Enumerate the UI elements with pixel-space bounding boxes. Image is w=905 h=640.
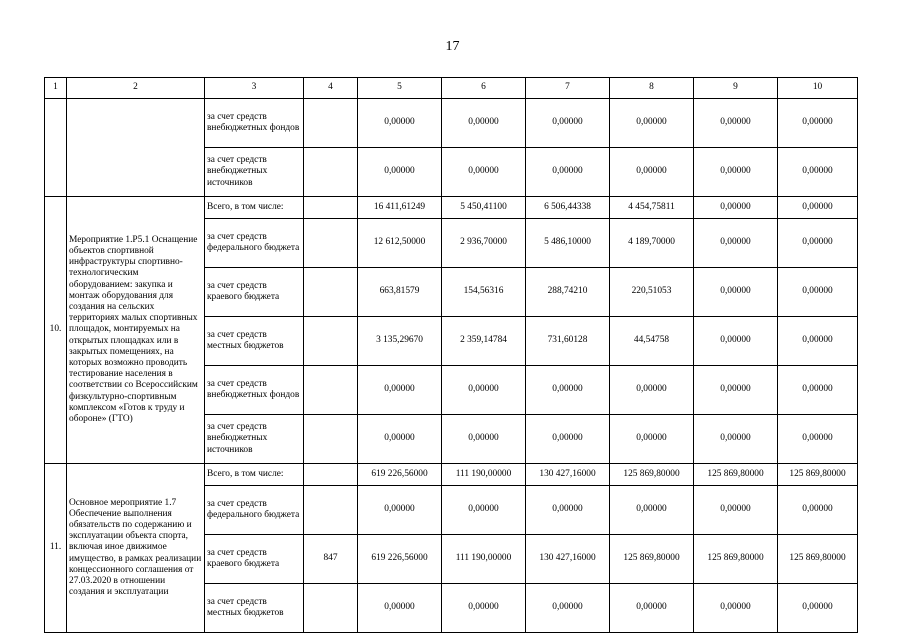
value-cell: 111 190,00000 bbox=[442, 535, 526, 584]
cell-col4 bbox=[304, 584, 358, 633]
value-cell: 125 869,80000 bbox=[694, 535, 778, 584]
value-cell: 0,00000 bbox=[358, 148, 442, 197]
value-cell: 0,00000 bbox=[526, 584, 610, 633]
funding-source: за счет средств внебюджетных фондов bbox=[205, 99, 304, 148]
value-cell: 125 869,80000 bbox=[778, 464, 858, 486]
value-cell: 5 450,41100 bbox=[442, 197, 526, 219]
value-cell: 5 486,10000 bbox=[526, 219, 610, 268]
header-row bbox=[45, 78, 858, 99]
funding-source: за счет средств внебюджетных фондов bbox=[205, 366, 304, 415]
cell-col4 bbox=[304, 268, 358, 317]
table-row bbox=[45, 99, 858, 148]
value-cell: 0,00000 bbox=[778, 268, 858, 317]
value-cell: 16 411,61249 bbox=[358, 197, 442, 219]
value-cell: 0,00000 bbox=[778, 197, 858, 219]
value-cell: 0,00000 bbox=[694, 197, 778, 219]
item-number: 11. bbox=[45, 464, 67, 633]
cell-col4 bbox=[304, 464, 358, 486]
value-cell: 619 226,56000 bbox=[358, 535, 442, 584]
value-cell: 0,00000 bbox=[610, 486, 694, 535]
value-cell: 6 506,44338 bbox=[526, 197, 610, 219]
value-cell: 731,60128 bbox=[526, 317, 610, 366]
table-row bbox=[45, 197, 858, 219]
value-cell: 0,00000 bbox=[442, 366, 526, 415]
column-header: 9 bbox=[694, 78, 778, 99]
value-cell: 125 869,80000 bbox=[610, 535, 694, 584]
table-row bbox=[45, 464, 858, 486]
value-cell: 0,00000 bbox=[442, 415, 526, 464]
value-cell: 3 135,29670 bbox=[358, 317, 442, 366]
funding-source: за счет средств местных бюджетов bbox=[205, 584, 304, 633]
value-cell: 44,54758 bbox=[610, 317, 694, 366]
value-cell: 0,00000 bbox=[694, 99, 778, 148]
value-cell: 0,00000 bbox=[442, 584, 526, 633]
value-cell: 0,00000 bbox=[610, 99, 694, 148]
page-number: 17 bbox=[445, 39, 460, 54]
value-cell: 0,00000 bbox=[778, 486, 858, 535]
value-cell: 0,00000 bbox=[526, 366, 610, 415]
item-description: Мероприятие 1.Р5.1 Оснащение объектов спортивной инфраструктуры спортивно-технологическим оборудованием: закупка и монтаж оборудования для создания на сельских территориях малых спортивных площадок, монтируемых на открытых площадках или в закрытых помещениях, на которых возможно проводить тестирование населения в соответствии со Всероссийским физкультурно-спортивным комплексом «Готов к труду и обороне» (ГТО) bbox=[67, 197, 205, 464]
value-cell: 0,00000 bbox=[442, 148, 526, 197]
value-cell: 0,00000 bbox=[526, 148, 610, 197]
funding-source: Всего, в том числе: bbox=[205, 464, 304, 486]
cell-col4 bbox=[304, 197, 358, 219]
column-header: 2 bbox=[67, 78, 205, 99]
cell-col4 bbox=[304, 366, 358, 415]
value-cell: 0,00000 bbox=[694, 219, 778, 268]
item-description bbox=[67, 99, 205, 197]
value-cell: 0,00000 bbox=[358, 486, 442, 535]
value-cell: 0,00000 bbox=[778, 219, 858, 268]
cell-col4 bbox=[304, 219, 358, 268]
value-cell: 111 190,00000 bbox=[442, 464, 526, 486]
item-description: Основное мероприятие 1.7 Обеспечение выполнения обязательств по содержанию и эксплуатации объекта спорта, включая иное движимое имущество, в рамках реализации концессионного соглашения от 27.03.2020 в отношении создания и эксплуатации bbox=[67, 464, 205, 633]
value-cell: 0,00000 bbox=[778, 148, 858, 197]
funding-source: за счет средств краевого бюджета bbox=[205, 268, 304, 317]
value-cell: 0,00000 bbox=[694, 148, 778, 197]
value-cell: 0,00000 bbox=[610, 366, 694, 415]
cell-col4 bbox=[304, 317, 358, 366]
funding-source: за счет средств внебюджетных источников bbox=[205, 148, 304, 197]
cell-col4 bbox=[304, 148, 358, 197]
cell-col4 bbox=[304, 486, 358, 535]
value-cell: 619 226,56000 bbox=[358, 464, 442, 486]
value-cell: 0,00000 bbox=[778, 99, 858, 148]
cell-col4 bbox=[304, 415, 358, 464]
value-cell: 0,00000 bbox=[778, 366, 858, 415]
value-cell: 0,00000 bbox=[358, 584, 442, 633]
value-cell: 154,56316 bbox=[442, 268, 526, 317]
budget-table bbox=[44, 77, 858, 633]
cell-col4: 847 bbox=[304, 535, 358, 584]
funding-source: за счет средств краевого бюджета bbox=[205, 535, 304, 584]
column-header: 5 bbox=[358, 78, 442, 99]
cell-col4 bbox=[304, 99, 358, 148]
value-cell: 130 427,16000 bbox=[526, 535, 610, 584]
item-number bbox=[45, 99, 67, 197]
column-header: 10 bbox=[778, 78, 858, 99]
value-cell: 220,51053 bbox=[610, 268, 694, 317]
value-cell: 125 869,80000 bbox=[694, 464, 778, 486]
value-cell: 4 189,70000 bbox=[610, 219, 694, 268]
item-number: 10. bbox=[45, 197, 67, 464]
value-cell: 0,00000 bbox=[526, 415, 610, 464]
value-cell: 0,00000 bbox=[610, 148, 694, 197]
funding-source: за счет средств федерального бюджета bbox=[205, 219, 304, 268]
value-cell: 0,00000 bbox=[442, 99, 526, 148]
column-header: 3 bbox=[205, 78, 304, 99]
value-cell: 663,81579 bbox=[358, 268, 442, 317]
value-cell: 2 936,70000 bbox=[442, 219, 526, 268]
value-cell: 0,00000 bbox=[358, 99, 442, 148]
value-cell: 125 869,80000 bbox=[778, 535, 858, 584]
value-cell: 0,00000 bbox=[442, 486, 526, 535]
value-cell: 2 359,14784 bbox=[442, 317, 526, 366]
value-cell: 4 454,75811 bbox=[610, 197, 694, 219]
value-cell: 0,00000 bbox=[694, 366, 778, 415]
value-cell: 125 869,80000 bbox=[610, 464, 694, 486]
value-cell: 0,00000 bbox=[778, 317, 858, 366]
value-cell: 0,00000 bbox=[694, 317, 778, 366]
funding-source: за счет средств местных бюджетов bbox=[205, 317, 304, 366]
value-cell: 12 612,50000 bbox=[358, 219, 442, 268]
value-cell: 0,00000 bbox=[778, 584, 858, 633]
value-cell: 0,00000 bbox=[610, 415, 694, 464]
column-header: 6 bbox=[442, 78, 526, 99]
funding-source: за счет средств внебюджетных источников bbox=[205, 415, 304, 464]
value-cell: 0,00000 bbox=[694, 584, 778, 633]
value-cell: 0,00000 bbox=[778, 415, 858, 464]
funding-source: Всего, в том числе: bbox=[205, 197, 304, 219]
value-cell: 0,00000 bbox=[526, 99, 610, 148]
value-cell: 130 427,16000 bbox=[526, 464, 610, 486]
value-cell: 0,00000 bbox=[358, 415, 442, 464]
column-header: 7 bbox=[526, 78, 610, 99]
value-cell: 0,00000 bbox=[694, 268, 778, 317]
column-header: 1 bbox=[45, 78, 67, 99]
value-cell: 0,00000 bbox=[694, 415, 778, 464]
value-cell: 0,00000 bbox=[526, 486, 610, 535]
funding-source: за счет средств федерального бюджета bbox=[205, 486, 304, 535]
value-cell: 288,74210 bbox=[526, 268, 610, 317]
value-cell: 0,00000 bbox=[694, 486, 778, 535]
column-header: 8 bbox=[610, 78, 694, 99]
value-cell: 0,00000 bbox=[358, 366, 442, 415]
column-header: 4 bbox=[304, 78, 358, 99]
value-cell: 0,00000 bbox=[610, 584, 694, 633]
